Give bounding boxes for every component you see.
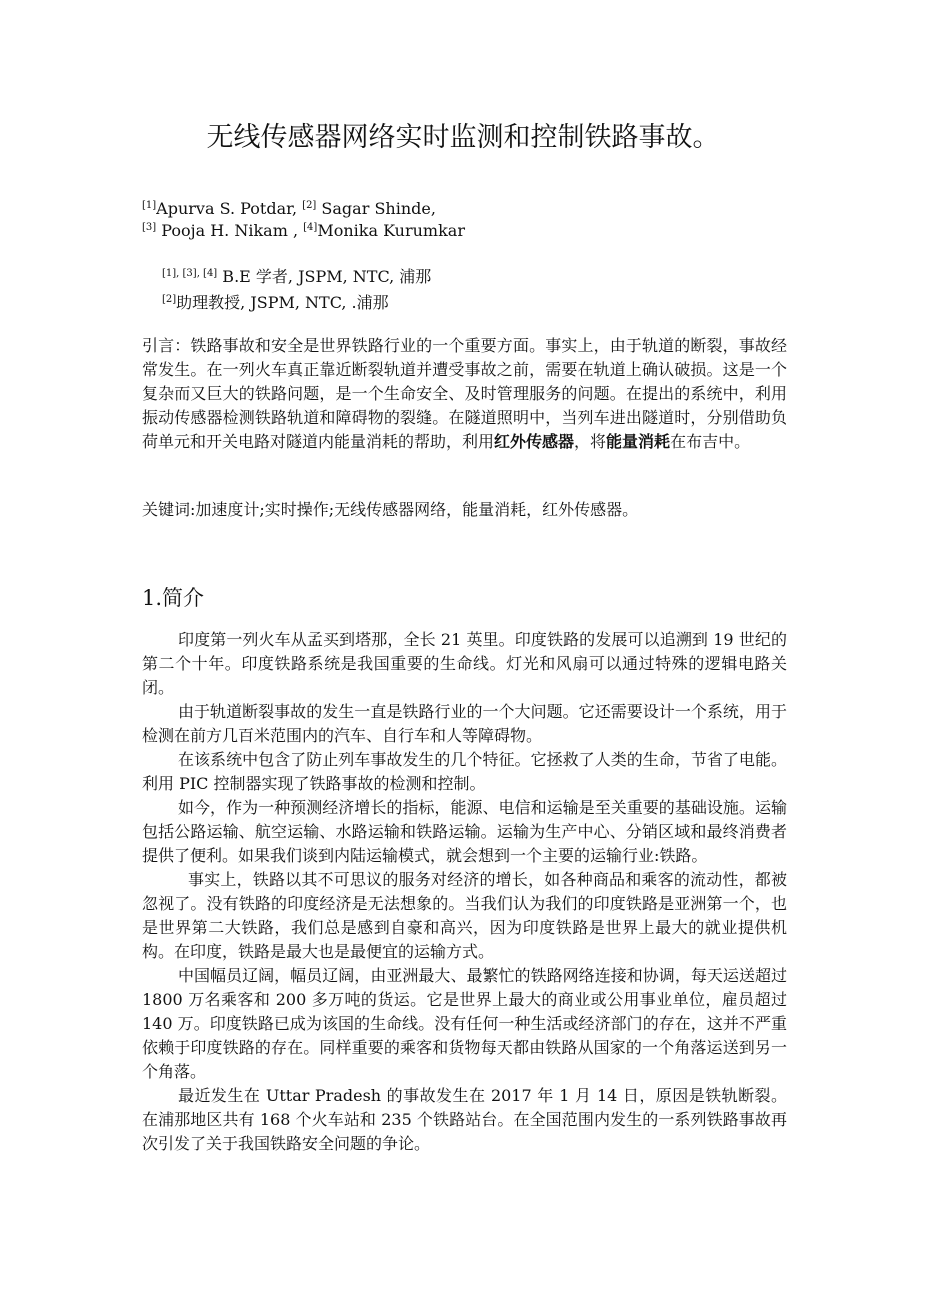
author-line-1 xyxy=(142,198,465,220)
abstract-text: 引言：铁路事故和安全是世界铁路行业的一个重要方面。事实上，由于轨道的断裂，事故经常发生。在一列火车真正靠近断裂轨道并遭受事故之前，需要在轨道上确认破损。这是一个复杂而又巨大的铁路问题，是一个生命安全、及时管理服务的问题。在提出的系统中，利用振动传感器检测铁路轨道和障碍物的裂缝。在隧道照明中，当列车进出隧道时，分别借助负荷单元和开关电路对隧道内能量消耗的帮助，利用 xyxy=(142,336,787,451)
body-paragraph: 事实上，铁路以其不可思议的服务对经济的增长，如各种商品和乘客的流动性，都被忽视了。没有铁路的印度经济是无法想象的。当我们认为我们的印度铁路是亚洲第一个，也是世界第二大铁路，我们总是感到自豪和高兴，因为印度铁路是世界上最大的就业提供机构。在印度，铁路是最大也是最便宜的运输方式。 xyxy=(142,870,787,961)
abstract-bold-term: 红外传感器 xyxy=(494,432,575,451)
body-paragraph: 印度第一列火车从孟买到塔那，全长 21 英里。印度铁路的发展可以追溯到 19 世纪的第二个十年。印度铁路系统是我国重要的生命线。灯光和风扇可以通过特殊的逻辑电路关闭。 xyxy=(142,630,787,697)
affiliation-ref: [2] xyxy=(162,294,177,305)
affiliation-ref: [1], [3], [4] xyxy=(162,268,218,279)
author-name: Monika Kurumkar xyxy=(317,221,465,240)
affiliations xyxy=(162,264,431,316)
abstract-text: ，将 xyxy=(574,432,607,451)
body-paragraph: 如今，作为一种预测经济增长的指标，能源、电信和运输是至关重要的基础设施。运输包括公路运输、航空运输、水路运输和铁路运输。运输为生产中心、分销区域和最终消费者提供了便利。如果我们谈到内陆运输模式，就会想到一个主要的运输行业:铁路。 xyxy=(142,798,787,865)
author-name: Apurva S. Potdar, xyxy=(156,199,303,218)
body-paragraph: 中国幅员辽阔，幅员辽阔，由亚洲最大、最繁忙的铁路网络连接和协调，每天运送超过 1800 万名乘客和 200 多万吨的货运。它是世界上最大的商业或公用事业单位，雇员超过 140 万。印度铁路已成为该国的生命线。没有任何一种生活或经济部门的存在，这并不严重依赖于印度铁路的存在。同样重要的乘客和货物每天都由铁路从国家的一个角落运送到另一个角落。 xyxy=(142,966,787,1081)
introduction-body xyxy=(142,628,787,1156)
author-name: Sagar Shinde, xyxy=(316,199,436,218)
author-line-2 xyxy=(142,220,465,242)
author-ref: [4] xyxy=(303,222,318,233)
affiliation-text: B.E 学者, JSPM, NTC, 浦那 xyxy=(217,267,432,286)
affiliation-line xyxy=(162,264,431,290)
affiliation-text: 助理教授, JSPM, NTC, .浦那 xyxy=(176,293,389,312)
body-paragraph: 最近发生在 Uttar Pradesh 的事故发生在 2017 年 1 月 14 日，原因是铁轨断裂。在浦那地区共有 168 个火车站和 235 个铁路站台。在全国范围内发生的一系列铁路事故再次引发了关于我国铁路安全问题的争论。 xyxy=(142,1086,787,1153)
keywords: 关键词:加速度计;实时操作;无线传感器网络，能量消耗，红外传感器。 xyxy=(142,500,639,519)
body-paragraph: 在该系统中包含了防止列车事故发生的几个特征。它拯救了人类的生命，节省了电能。利用 PIC 控制器实现了铁路事故的检测和控制。 xyxy=(142,750,787,793)
paper-title: 无线传感器网络实时监测和控制铁路事故。 xyxy=(206,122,720,153)
affiliation-line xyxy=(162,290,431,316)
body-paragraph: 由于轨道断裂事故的发生一直是铁路行业的一个大问题。它还需要设计一个系统，用于检测在前方几百米范围内的汽车、自行车和人等障碍物。 xyxy=(142,702,787,745)
author-ref: [1] xyxy=(142,200,157,211)
abstract-text: 在布吉中。 xyxy=(670,432,751,451)
author-ref: [3] xyxy=(142,222,157,233)
author-ref: [2] xyxy=(302,200,317,211)
author-name: Pooja H. Nikam , xyxy=(156,221,304,240)
author-list xyxy=(142,198,465,242)
abstract-bold-term: 能量消耗 xyxy=(606,432,671,451)
section-heading-introduction: 1.简介 xyxy=(142,586,205,610)
abstract xyxy=(142,334,787,454)
